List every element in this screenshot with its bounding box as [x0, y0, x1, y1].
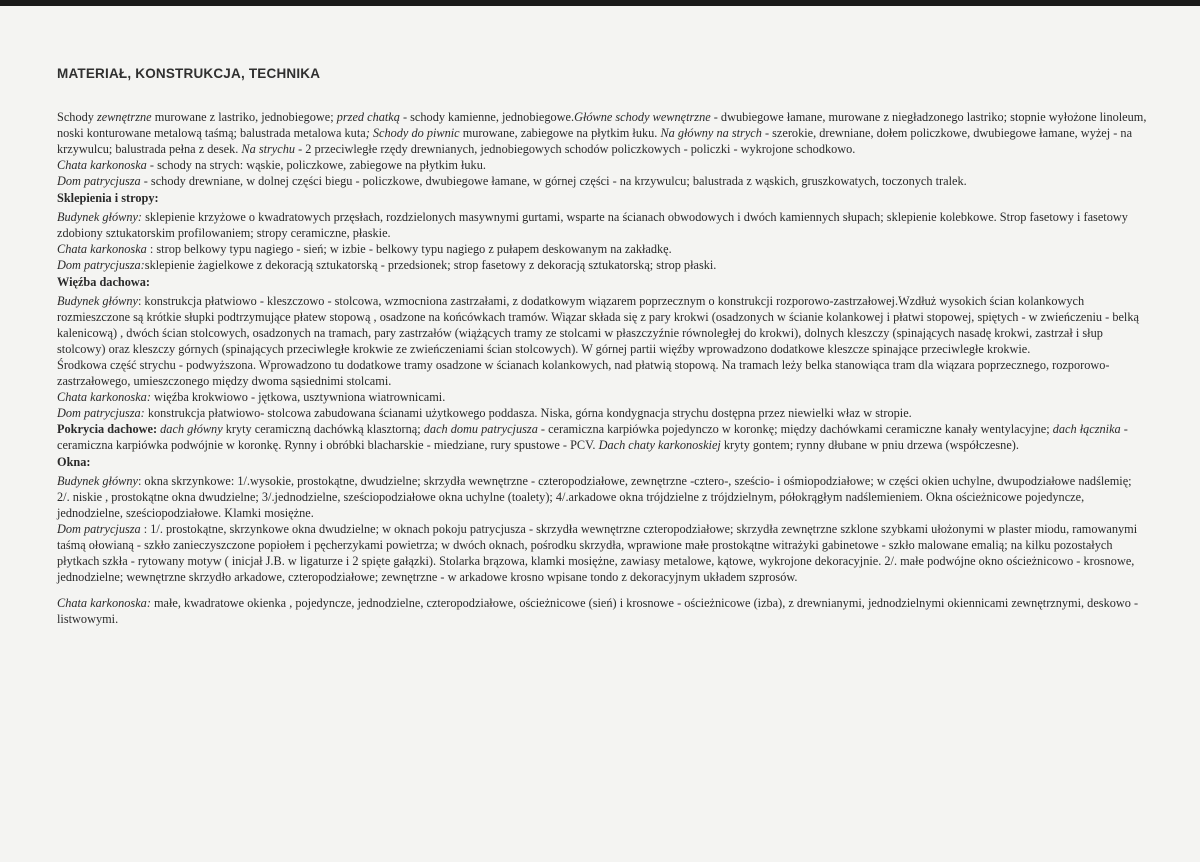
stairs-paragraph: Schody zewnętrzne murowane z lastriko, jednobiegowe; przed chatką - schody kamienne, jednobiegowe.Główne schody wewnętrzne - dwubiegowe łamane, murowane z niegładzonego lastriko; stopnie wyłożone linoleum, noski konturowane metalową taśmą; balustrada metalowa kuta; Schody do piwnic murowane, zabiegowe na płytkim łuku. Na główny na strych - szerokie, drewniane, dołem policzkowe, dwubiegowe łamane, wyżej - na krzywulcu; balustrada pełna z desek. Na strychu - 2 przeciwległe rzędy drewnianych, jednobiegowych schodów policzkowych - policzki - wykrojone schodkowo.	[57, 110, 1147, 156]
stairs-patrician-paragraph: Dom patrycjusza - schody drewniane, w dolnej części biegu - policzkowe, dwubiegowe łamane, w górnej części - na krzywulcu; balustrada z wąskich, gruszkowatych, toczonych tralek.	[57, 174, 967, 188]
stairs-cottage-paragraph: Chata karkonoska - schody na strych: wąskie, policzkowe, zabiegowe na płytkim łuku.	[57, 158, 486, 172]
truss-heading: Więźba dachowa:	[57, 275, 151, 289]
windows-patrician-paragraph: Dom patrycjusza : 1/. prostokątne, skrzynkowe okna dwudzielne; w oknach pokoju patrycjusza - skrzydła wewnętrzne czteropodziałowe; skrzydła zewnętrzne szklone szybkami ułożonymi w plaster miodu, ramowanymi taśmą ołowianą - szkło zanieczyszczone popiołem i pęcherzykami powietrza; w dwóch oknach, pośrodku skrzydła, wprawione małe prostokątne witrażyki gabinetowe - szkło malowane emalią; na kilku pozostałych płytkach szkła - rytowany motyw ( inicjał J.B. w ligaturze i 2 spięte gałązki). Stolarka brązowa, klamki mosiężne, zawiasy metalowe, kątowe, wykrojone dekoracyjnie. 2/. małe podwójne okno ościeżnicowo - krosnowe, jednodzielne; wewnętrzne skrzydło arkadowe, czteropodziałowe; zewnętrzne - w arkadowe krosno wpisane tondo z dekoracyjnym układem szprosów.	[57, 522, 1138, 584]
roofing-paragraph: Pokrycia dachowe: dach główny kryty ceramiczną dachówką klasztorną; dach domu patrycjusza - ceramiczna karpiówka pojedynczo w koronkę; między dachówkami ceramiczne kanały wentylacyjne; dach łącznika - ceramiczna karpiówka podwójnie w koronkę. Rynny i obróbki blacharskie - miedziane, rury spustowe - PCV. Dach chaty karkonoskiej kryty gontem; rynny dłubane w pniu drzewa (współczesne).	[57, 422, 1128, 452]
vaults-main-paragraph: Budynek główny: sklepienie krzyżowe o kwadratowych przęsłach, rozdzielonych masywnymi gurtami, wsparte na ścianach obwodowych i dwóch kamiennych słupach; sklepienie kolebkowe. Strop fasetowy i fasetowy zdobiony sztukatorskim profilowaniem; stropy ceramiczne, płaskie.	[57, 210, 1128, 240]
roofing-heading: Pokrycia dachowe:	[57, 422, 158, 436]
truss-cottage-paragraph: Chata karkonoska: więźba krokwiowo - jętkowa, usztywniona wiatrownicami.	[57, 390, 446, 404]
windows-heading: Okna:	[57, 455, 91, 469]
truss-attic-paragraph: Środkowa część strychu - podwyższona. Wprowadzono tu dodatkowe tramy osadzone w ścianach kolankowych, nad płatwią stopową. Na tramach leży belka stanowiąca tram dla wiązara poprzecznego, rozporowo-zastrzałowego, umieszczonego między dwoma sąsiednimi stolcami.	[57, 358, 1110, 388]
windows-cottage-paragraph: Chata karkonoska: małe, kwadratowe okienka , pojedyncze, jednodzielne, czteropodziałowe, ościeżnicowe (sień) i krosnowe - ościeżnicowe (izba), z drewnianymi, jednodzielnymi okiennicami zewnętrznymi, deskowo - listwowymi.	[57, 596, 1139, 626]
truss-patrician-paragraph: Dom patrycjusza: konstrukcja płatwiowo- stolcowa zabudowana ścianami użytkowego poddasza. Niska, górna kondygnacja strychu dostępna przez niewielki właz w stropie.	[57, 406, 912, 420]
vaults-cottage-paragraph: Chata karkonoska : strop belkowy typu nagiego - sień; w izbie - belkowy typu nagiego z pułapem deskowanym na zakładkę.	[57, 242, 672, 256]
vaults-patrician-paragraph: Dom patrycjusza:sklepienie żagielkowe z dekoracją sztukatorską - przedsionek; strop fasetowy z dekoracją sztukatorską; strop płaski.	[57, 258, 717, 272]
truss-main-paragraph: Budynek główny: konstrukcja płatwiowo - kleszczowo - stolcowa, wzmocniona zastrzałami, z dodatkowym wiązarem poprzecznym o konstrukcji rozporowo-zastrzałowej.Wzdłuż wysokich ścian kolankowych rozmieszczone są krótkie słupki podtrzymujące płatew stopową , osadzone na końcówkach tramów. Wiązar składa się z pary krokwi (osadzonych w ścianie kolankowej i płatwi stopowej, spiętych - w zwieńczeniu - belką kalenicową) , dwóch ścian stolcowych, osadzonych na tramach, pary zastrzałów (wiążących tramy ze stolcami w płaszczyźnie równoległej do krokwi), dolnych kleszczy (spinających nasadę krokwi, zastrzał i słup stolcowy) oraz kleszczy górnych (spinających przeciwległe krokwie ze zwieńczeniami ścian stolcowych). W górnej partii więźby wprowadzono dodatkowe kleszcze spinające przeciwległe krokwie.	[57, 294, 1139, 356]
document-body	[57, 109, 1147, 627]
page-title: MATERIAŁ, KONSTRUKCJA, TECHNIKA	[57, 66, 321, 81]
vaults-heading: Sklepienia i stropy:	[57, 191, 159, 205]
windows-main-paragraph: Budynek główny: okna skrzynkowe: 1/.wysokie, prostokątne, dwudzielne; skrzydła wewnętrzne - czteropodziałowe, zewnętrzne -cztero-, sześcio- i ośmiopodziałowe; w części okien uchylne, dwupodziałowe nadślemię; 2/. niskie , prostokątne okna dwudzielne; 3/.jednodzielne, sześciopodziałowe okna uchylne (toalety); 4/.arkadowe okna trójdzielne z trójdzielnym, półokrągłym nadślemieniem. Okna ościeżnicowe pojedyncze, jednodzielne, sześciopodziałowe. Klamki mosiężne.	[57, 474, 1132, 520]
